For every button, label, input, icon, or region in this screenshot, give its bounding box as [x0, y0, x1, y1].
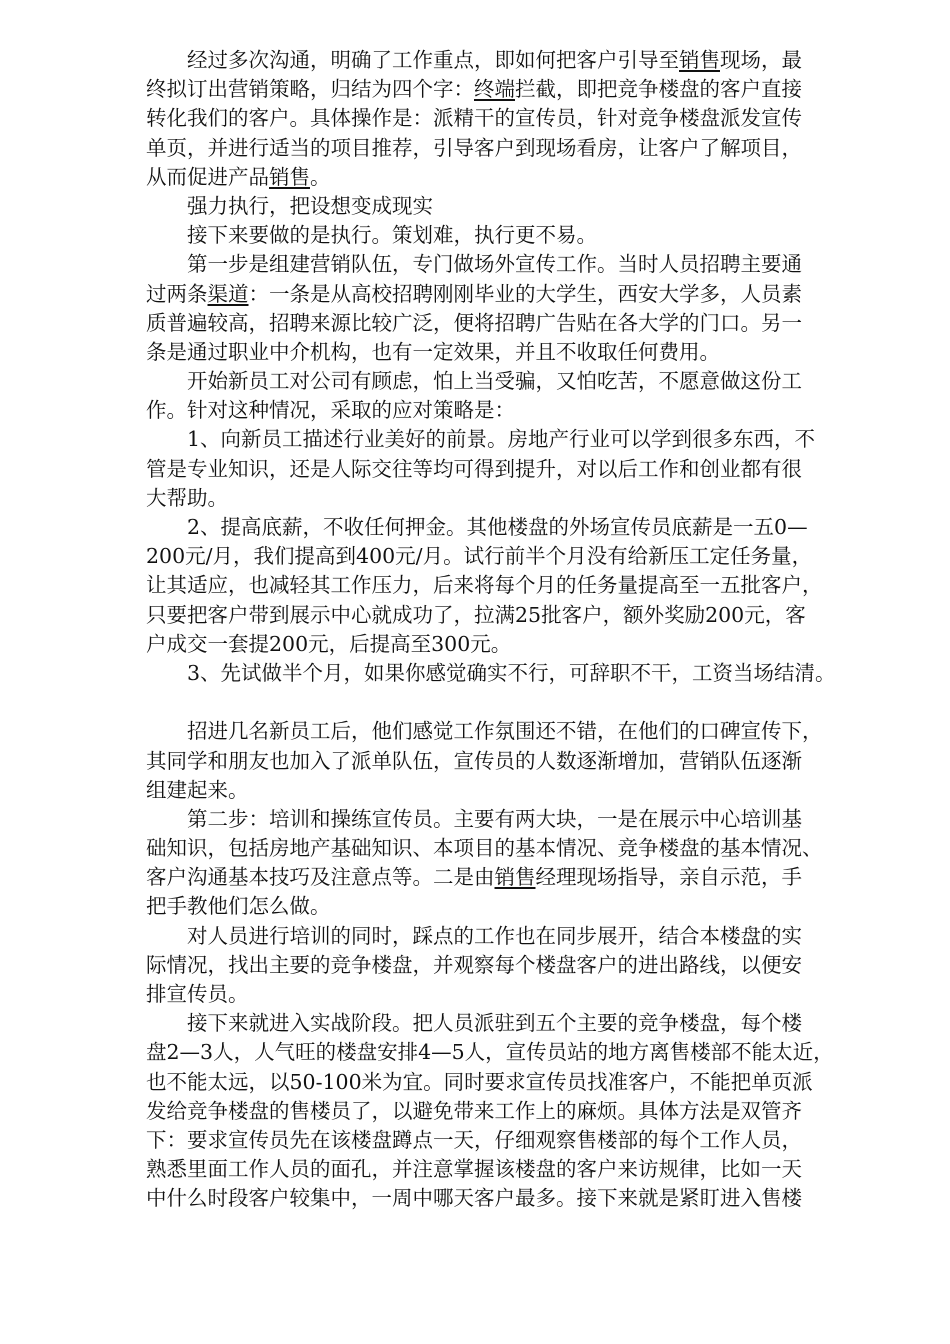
text-segment: 第一步是组建营销队伍，专门做场外宣传工作。当时人员招聘主要通 — [187, 252, 802, 277]
paragraph — [146, 367, 888, 425]
text-segment: 管是专业知识，还是人际交往等均可得到提升，对以后工作和创业都有很 — [146, 456, 802, 481]
text-line — [146, 221, 888, 250]
text-segment: 发给竞争楼盘的售楼员了，以避免带来工作上的麻烦。具体方法是双管齐 — [146, 1098, 802, 1123]
text-line — [146, 396, 888, 425]
text-segment: 终拟订出营销策略，归结为四个字： — [146, 77, 474, 102]
text-segment: 对人员进行培训的同时，踩点的工作也在同步展开，结合本楼盘的实 — [187, 923, 802, 948]
text-line — [146, 309, 888, 338]
text-line — [146, 513, 888, 542]
text-line — [146, 980, 888, 1009]
text-line — [146, 425, 888, 454]
text-segment: 把手教他们怎么做。 — [146, 894, 331, 919]
paragraph — [146, 805, 888, 922]
text-segment: 拦截，即把竞争楼盘的客户直接 — [515, 77, 802, 102]
text-line — [146, 338, 888, 367]
text-line — [146, 192, 888, 221]
text-line — [146, 951, 888, 980]
paragraph — [146, 250, 888, 367]
text-line — [146, 163, 888, 192]
text-segment: 条是通过职业中介机构，也有一定效果，并且不收取任何费用。 — [146, 339, 720, 364]
text-line — [146, 630, 888, 659]
text-line — [146, 892, 888, 921]
paragraph — [146, 922, 888, 1010]
text-line — [146, 280, 888, 309]
text-line — [146, 46, 888, 75]
text-segment: 也不能太远，以50-100米为宜。同时要求宣传员找准客户，不能把单页派 — [146, 1069, 813, 1094]
hyperlink-text[interactable]: 销售 — [494, 865, 536, 890]
text-line — [146, 1155, 888, 1184]
paragraph — [146, 513, 888, 659]
text-segment: 组建起来。 — [146, 777, 249, 802]
text-segment: 1、向新员工描述行业美好的前景。房地产行业可以学到很多东西，不 — [187, 427, 816, 452]
hyperlink-text[interactable]: 销售 — [269, 164, 310, 189]
paragraph — [146, 192, 888, 221]
text-segment: 过两条 — [146, 281, 208, 306]
text-segment: 下：要求宣传员先在该楼盘蹲点一天，仔细观察售楼部的每个工作人员， — [146, 1127, 802, 1152]
text-line — [146, 659, 888, 688]
text-line — [146, 250, 888, 279]
text-segment: 客户沟通基本技巧及注意点等。二是由 — [146, 865, 495, 890]
text-line — [146, 1097, 888, 1126]
hyperlink-text[interactable]: 销售 — [679, 48, 720, 72]
text-segment: 作。针对这种情况，采取的应对策略是： — [146, 398, 515, 423]
text-segment: 第二步：培训和操练宣传员。主要有两大块，一是在展示中心培训基 — [187, 806, 802, 831]
text-segment: 排宣传员。 — [146, 982, 249, 1006]
text-segment: 经过多次沟通，明确了工作重点，即如何把客户引导至 — [187, 48, 679, 72]
text-segment: 接下来就进入实战阶段。把人员派驻到五个主要的竞争楼盘，每个楼 — [187, 1011, 802, 1036]
text-segment: 单页，并进行适当的项目推荐，引导客户到现场看房，让客户了解项目， — [146, 135, 802, 160]
text-line — [146, 863, 888, 892]
text-segment: 转化我们的客户。具体操作是：派精干的宣传员，针对竞争楼盘派发宣传 — [146, 106, 802, 131]
text-segment: 际情况，找出主要的竞争楼盘，并观察每个楼盘客户的进出路线，以便安 — [146, 952, 802, 977]
text-line — [146, 1038, 888, 1067]
text-segment: 大帮助。 — [146, 485, 228, 510]
blank-line — [146, 688, 888, 717]
text-segment: 。 — [310, 164, 331, 189]
text-segment: 让其适应，也减轻其工作压力，后来将每个月的任务量提高至一五批客户， — [146, 573, 823, 598]
document-page — [146, 46, 888, 1214]
text-line — [146, 455, 888, 484]
text-segment: 从而促进产品 — [146, 164, 269, 189]
paragraph — [146, 659, 888, 688]
text-segment: 质普遍较高，招聘来源比较广泛，便将招聘广告贴在各大学的门口。另一 — [146, 310, 802, 335]
text-line — [146, 1184, 888, 1213]
paragraph — [146, 425, 888, 513]
text-segment: 中什么时段客户较集中，一周中哪天客户最多。接下来就是紧盯进入售楼 — [146, 1186, 802, 1211]
text-line — [146, 1009, 888, 1038]
text-line — [146, 134, 888, 163]
text-line — [146, 717, 888, 746]
hyperlink-text[interactable]: 渠道 — [207, 281, 249, 306]
text-segment: 强力执行，把设想变成现实 — [187, 193, 433, 218]
text-line — [146, 542, 888, 571]
text-segment: 现场，最 — [720, 48, 802, 72]
text-segment: 招进几名新员工后，他们感觉工作氛围还不错，在他们的口碑宣传下， — [187, 719, 823, 744]
text-line — [146, 747, 888, 776]
text-line — [146, 601, 888, 630]
text-line — [146, 367, 888, 396]
text-line — [146, 484, 888, 513]
text-line — [146, 776, 888, 805]
text-line — [146, 922, 888, 951]
text-segment: 础知识，包括房地产基础知识、本项目的基本情况、竞争楼盘的基本情况、 — [146, 836, 823, 861]
text-segment: 户成交一套提200元，后提高至300元。 — [146, 631, 512, 656]
text-line — [146, 1126, 888, 1155]
paragraph — [146, 1009, 888, 1213]
text-segment: 其同学和朋友也加入了派单队伍，宣传员的人数逐渐增加，营销队伍逐渐 — [146, 748, 802, 773]
text-segment: 3、先试做半个月，如果你感觉确实不行，可辞职不干，工资当场结清。 — [187, 660, 836, 685]
paragraph — [146, 46, 888, 192]
text-line — [146, 104, 888, 133]
text-segment: 接下来要做的是执行。策划难，执行更不易。 — [187, 223, 597, 248]
text-segment: 经理现场指导，亲自示范，手 — [535, 865, 802, 890]
paragraph — [146, 717, 888, 805]
text-line — [146, 805, 888, 834]
text-segment: ：一条是从高校招聘刚刚毕业的大学生，西安大学多，人员素 — [248, 281, 802, 306]
text-line — [146, 834, 888, 863]
text-line — [146, 571, 888, 600]
text-line — [146, 1068, 888, 1097]
text-segment: 开始新员工对公司有顾虑，怕上当受骗，又怕吃苦，不愿意做这份工 — [187, 369, 802, 394]
text-segment: 盘2—3人，人气旺的楼盘安排4—5人，宣传员站的地方离售楼部不能太近， — [146, 1040, 834, 1065]
text-segment: 2、提高底薪，不收任何押金。其他楼盘的外场宣传员底薪是一五0— — [187, 515, 808, 539]
text-segment: 熟悉里面工作人员的面孔，并注意掌握该楼盘的客户来访规律，比如一天 — [146, 1157, 802, 1182]
hyperlink-text[interactable]: 终端 — [474, 77, 515, 102]
text-segment: 200元/月，我们提高到400元/月。试行前半个月没有给新压工定任务量， — [146, 544, 813, 569]
text-line — [146, 75, 888, 104]
paragraph — [146, 221, 888, 250]
text-segment: 只要把客户带到展示中心就成功了，拉满25批客户，额外奖励200元，客 — [146, 602, 806, 627]
